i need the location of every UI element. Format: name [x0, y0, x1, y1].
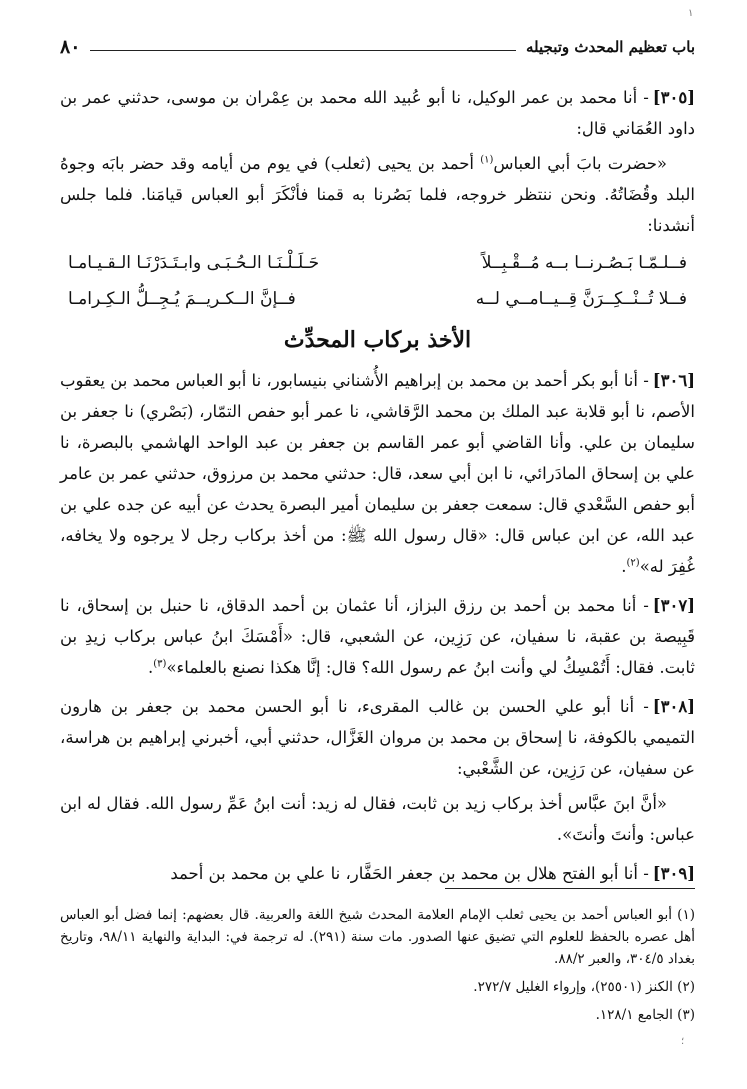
section-heading: الأخذ بركاب المحدِّث — [283, 327, 472, 353]
verse-hemistich-left: فــإنَّ الــكـريــمَ يُـجِــلُّ الـكِـرامـا — [68, 289, 296, 309]
chapter-title: باب تعظيم المحدث وتبجيله — [525, 38, 695, 56]
hadith-number: [٣٠٨] — [652, 697, 695, 716]
paragraph-text: - أنا أبو الفتح هلال بن محمد بن جعفر الحَفَّار، نا علي بن محمد بن أحمد — [170, 864, 649, 883]
paragraph-text: - أنا أبو بكر أحمد بن محمد بن إبراهيم الأُشناني بنيسابور، نا أبو العباس محمد بن يعقوب الأصم، نا أبو قلابة عبد الملك بن محمد الرَّقاشي، نا عمر أبو حفص التمّار، (بَصْري) نا جعفر بن سليمان بن علي. وأنا القاضي أبو عمر القاسم بن جعفر بن عبد الواحد الهاشمي بالبصرة، نا علي بن إسحاق المادَرائي، نا ابن أبي سعد، قال: حدثني محمد بن مرزوق، حدثني عمر بن عامر أبو حفص السَّعْدي قال: سمعت جعفر بن سليمان أمير البصرة يحدث عن أبيه عن جده علي بن عبد الله، عن ابن عباس قال: «قال رسول الله ﷺ: من أخذ بركاب رجل لا يرجوه ولا يخافه، غُفِرَ له» — [60, 371, 695, 576]
running-header — [60, 32, 695, 62]
verse-line-2 — [60, 281, 695, 317]
footnote-ref: (٢) — [626, 557, 640, 569]
paragraph-307 — [60, 590, 695, 683]
page-number: ٨٠ — [60, 36, 81, 58]
paragraph-text: - أنا أبو علي الحسن بن غالب المقرىء، نا أبو الحسن محمد بن جعفر بن هارون التميمي بالكوفة، نا إسحاق بن محمد بن مروان الغَزَّال، حدثني أبي، أخبرني إبراهيم بن هراسة، عن سفيان، عن رَزِين، عن الشَّعْبي: — [60, 697, 695, 778]
footnote-rule — [445, 888, 695, 889]
paragraph-305 — [60, 82, 695, 144]
quote-308: «أنَّ ابنَ عبَّاس أخذ بركاب زيد بن ثابت، فقال له زيد: أنت ابنُ عَمِّ رسول الله. فقال له ابن عباس: وأنتَ وأنتَ». — [60, 794, 695, 844]
footnote-3: (٣) الجامع ١٢٨/١. — [595, 1007, 695, 1023]
footnote-2: (٢) الكنز (٢٥٥٠١)، وإرواء الغليل ٢٧٢/٧. — [473, 979, 695, 995]
main-text — [60, 82, 695, 897]
quote-text-start: «حضرت بابَ أبي العباس — [493, 154, 667, 173]
verse-hemistich-left: حَـلَـلْـنَـا الـحُـبَـى وابـتَـدَرْنَـا الـقـيـامـا — [68, 253, 320, 273]
hadith-number: [٣٠٧] — [652, 596, 695, 615]
paragraph-309 — [60, 858, 695, 889]
hadith-number: [٣٠٥] — [652, 88, 695, 107]
quote-305 — [60, 148, 695, 241]
hadith-number: [٣٠٩] — [652, 864, 695, 883]
verse-hemistich-right: فــلـمّـا بَـصُـرنــا بــه مُــقْـبِــلاً — [481, 253, 687, 273]
paragraph-308 — [60, 691, 695, 784]
footnote-1: (١) أبو العباس أحمد بن يحيى ثعلب الإمام العلامة المحدث شيخ اللغة والعربية. قال بعضهم: إنما فضل أبو العباس أهل عصره بالحفظ للعلوم التي تضيق عنها الصدور. مات سنة (٢٩١). له ترجمة في: البداية والنهاية ٩٨/١١، وتاريخ بغداد ٣٠٤/٥، والعبر ٨٨/٢. — [60, 907, 696, 967]
paragraph-text: - أنا محمد بن عمر الوكيل، نا أبو عُبيد الله محمد بن عِمْران بن موسى، حدثني عمر بن داود العُمَاني قال: — [60, 88, 695, 138]
sentence-end: . — [148, 658, 154, 677]
footnotes — [60, 904, 695, 1032]
footnote-ref: (١) — [480, 154, 494, 166]
quote-text-rest: أحمد بن يحيى (ثعلب) في يوم من أيامه وقد حضر بابَه وجوهُ البلد وقُضَاتُهُ. ونحن ننتظر خروجه، فلما بَصُرنا به قمنا فأنْكَرَ أبو العباس قيامَنا. فلما جلس أنشدنا: — [60, 154, 695, 235]
paragraph-306 — [60, 365, 695, 582]
verse-hemistich-right: فــلا تُــنْــكِــرَنَّ قِــيــامــي لــه — [475, 289, 687, 309]
footnote-ref: (٣) — [153, 658, 167, 670]
header-rule — [90, 50, 516, 51]
paragraph-text: - أنا محمد بن أحمد بن رزق البزاز، أنا عثمان بن أحمد الدقاق، نا حنبل بن إسحاق، نا قَبِيصة بن عقبة، نا سفيان، عن رَزِين، عن الشعبي، قال: «أَمْسَكَ ابنُ عباس بركاب زيدِ بن ثابت. فقال: أَتُمْسِكُ لي وأنت ابنُ عم رسول الله؟ قال: إنَّا هكذا نصنع بالعلماء» — [60, 596, 695, 677]
sentence-end: . — [621, 557, 627, 576]
hadith-number: [٣٠٦] — [652, 371, 695, 390]
margin-mark: ؛ — [681, 1036, 685, 1047]
verse-line-1 — [60, 245, 695, 281]
corner-mark: ١ — [688, 8, 694, 19]
